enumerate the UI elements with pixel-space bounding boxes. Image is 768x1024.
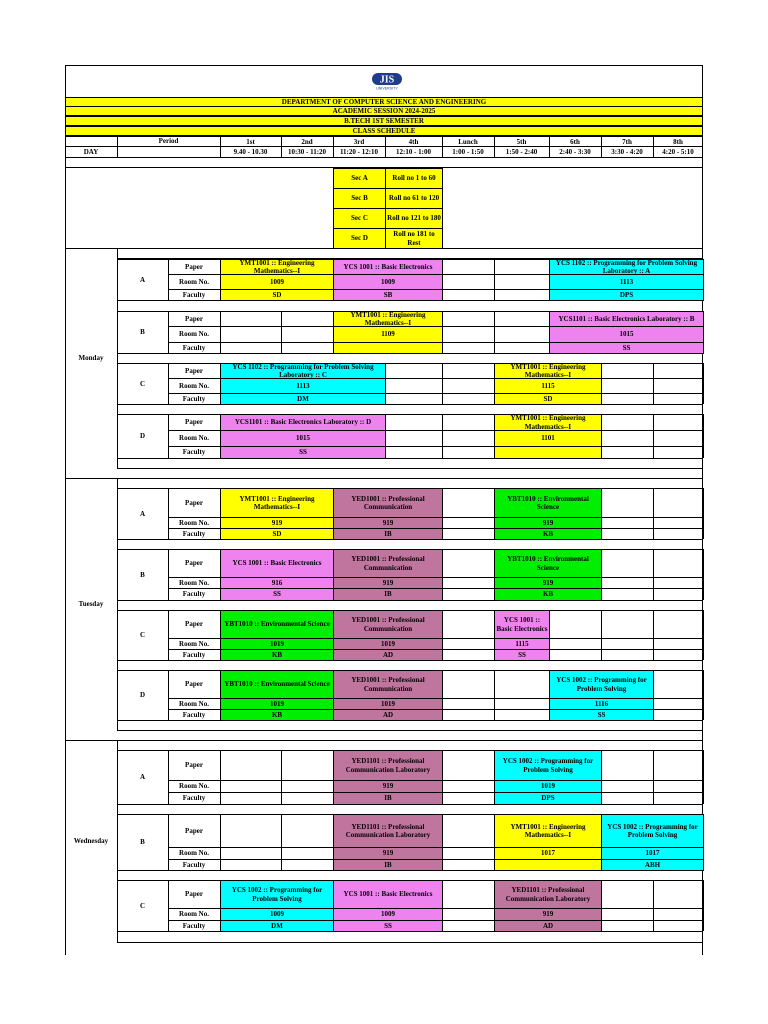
class-paper: YCS 1001 :: Basic Electronics: [220, 549, 334, 578]
grid-line: [653, 488, 654, 539]
grid-line: [494, 259, 495, 300]
paper-label: Paper: [185, 620, 203, 628]
section-letter: B: [140, 838, 145, 846]
class-faculty: SS: [333, 920, 443, 932]
section-letter: C: [139, 901, 146, 910]
grid-line: [117, 942, 703, 943]
grid-line: [117, 458, 703, 459]
section-letter: A: [139, 509, 146, 518]
class-room: 919: [333, 577, 443, 589]
faculty-label: Faculty: [182, 394, 206, 403]
period-9: 8th: [673, 138, 683, 146]
period-7: 6th: [570, 138, 580, 146]
faculty-label: Faculty: [182, 860, 206, 869]
class-room: 919: [333, 780, 443, 793]
class-faculty: IB: [333, 588, 443, 601]
class-paper: YCS 1102 :: Programming for Problem Solving Laboratory :: A: [549, 259, 704, 275]
grid-line: [653, 750, 654, 804]
time-3: 11:20 - 12:10: [339, 148, 379, 156]
class-paper: YED1101 :: Professional Communication Laboratory: [494, 880, 602, 909]
roll-range: Roll no 61 to 120: [385, 188, 443, 209]
grid-line: [65, 146, 703, 147]
class-room: 1009: [220, 908, 334, 921]
room-label: Room No.: [179, 910, 209, 918]
class-paper: YED1001 :: Professional Communication: [333, 610, 443, 639]
room-label: Room No.: [179, 518, 209, 527]
period-6: 5th: [516, 138, 527, 146]
day-label: DAY: [83, 148, 99, 156]
class-room: 919: [333, 847, 443, 860]
class-paper: YCS 1001 :: Basic Electronics: [333, 880, 443, 909]
class-room: 919: [494, 577, 602, 589]
grid-line: [653, 414, 654, 458]
faculty-label: Faculty: [182, 794, 206, 802]
class-faculty: AD: [333, 709, 443, 721]
section-label: Sec A: [333, 168, 386, 189]
faculty-label: Faculty: [182, 650, 206, 659]
class-faculty: IB: [333, 528, 443, 540]
class-paper: YBT1010 :: Environmental Science: [220, 610, 334, 639]
grid-line: [494, 670, 495, 720]
period-3: 3rd: [353, 138, 365, 146]
class-faculty: KB: [494, 588, 602, 601]
room-label: Room No.: [179, 434, 209, 442]
class-paper: YCS 1002 :: Programming for Problem Solving: [494, 750, 602, 781]
class-faculty: SS: [220, 446, 386, 459]
grid-line: [281, 311, 282, 353]
room-label: Room No.: [179, 782, 209, 790]
day-name-wednesday: Wednesday: [73, 837, 109, 845]
class-room: 1109: [333, 326, 443, 343]
roll-range: Roll no 121 to 180: [385, 208, 443, 229]
schedule-title: CLASS SCHEDULE: [65, 126, 703, 136]
grid-line: [281, 814, 282, 870]
class-room: 1113: [220, 378, 386, 394]
grid-line: [220, 814, 221, 870]
grid-line: [65, 157, 703, 158]
time-5: 1:00 - 1:50: [452, 148, 484, 156]
class-room: 1115: [494, 378, 602, 394]
class-room: 1009: [220, 274, 334, 290]
class-faculty: KB: [494, 528, 602, 540]
class-room: 1019: [220, 698, 334, 710]
time-1: 9.40 - 10.30: [233, 148, 268, 156]
grid-line: [653, 363, 654, 404]
class-paper: YCS 1002 :: Programming for Problem Solving: [549, 670, 654, 699]
paper-label: Paper: [185, 418, 203, 426]
room-label: Room No.: [179, 330, 209, 338]
section-letter: D: [139, 432, 146, 440]
roll-range: Roll no 181 to Rest: [385, 228, 443, 249]
grid-line: [117, 468, 703, 469]
class-room: 1009: [333, 274, 443, 290]
paper-label: Paper: [185, 826, 203, 835]
class-paper: YCS 1002 :: Programming for Problem Solving: [220, 880, 334, 909]
session-title: ACADEMIC SESSION 2024-2025: [65, 106, 703, 116]
paper-label: Paper: [185, 498, 203, 507]
faculty-label: Faculty: [182, 290, 206, 299]
grid-line: [117, 414, 703, 415]
faculty-label: Faculty: [182, 343, 206, 352]
class-faculty: KB: [220, 709, 334, 721]
department-title: DEPARTMENT OF COMPUTER SCIENCE AND ENGINEERING: [65, 97, 703, 107]
grid-line: [117, 404, 703, 405]
faculty-label: Faculty: [182, 529, 206, 538]
grid-line: [703, 670, 704, 720]
class-faculty: AD: [494, 920, 602, 932]
period-8: 7th: [622, 138, 632, 146]
class-faculty: [494, 859, 602, 871]
room-label: Room No.: [179, 578, 209, 587]
section-label: Sec C: [333, 208, 386, 229]
grid-line: [703, 363, 704, 404]
day-name-tuesday: Tuesday: [78, 600, 104, 608]
class-faculty: DPS: [494, 792, 602, 805]
logo-text: JIS: [379, 74, 395, 86]
class-faculty: ABH: [601, 859, 704, 871]
time-4: 12:10 - 1:00: [396, 148, 431, 156]
grid-line: [703, 880, 704, 931]
period-2: 2nd: [301, 138, 313, 146]
grid-line: [117, 363, 703, 364]
class-faculty: SS: [494, 649, 550, 661]
grid-line: [703, 414, 704, 458]
grid-line: [65, 478, 703, 479]
university-logo: [369, 71, 405, 91]
class-paper: YBT1010 :: Environmental Science: [494, 549, 602, 578]
class-room: 1015: [549, 326, 704, 343]
class-paper: YMT1001 :: Engineering Mathematics--I: [333, 311, 443, 327]
paper-label: Paper: [185, 559, 203, 567]
faculty-label: Faculty: [182, 710, 206, 719]
room-label: Room No.: [179, 381, 209, 390]
room-label: Room No.: [179, 277, 209, 286]
class-faculty: IB: [333, 859, 443, 871]
class-paper: YCS 1102 :: Programming for Problem Solving Laboratory :: C: [220, 363, 386, 379]
class-paper: YCS 1002 :: Programming for Problem Solving: [601, 814, 704, 848]
class-room: 1116: [549, 698, 654, 710]
grid-line: [442, 414, 443, 458]
class-faculty: KB: [220, 649, 334, 661]
time-7: 2:40 - 3:30: [559, 148, 591, 156]
section-letter: D: [139, 691, 146, 699]
class-room: 1115: [494, 638, 550, 650]
room-label: Room No.: [179, 639, 209, 648]
class-room: 1017: [601, 847, 704, 860]
paper-label: Paper: [185, 761, 203, 769]
class-room: 1101: [494, 430, 602, 447]
grid-line: [281, 750, 282, 804]
class-room: 1009: [333, 908, 443, 921]
section-label: Sec D: [333, 228, 386, 249]
paper-label: Paper: [185, 680, 203, 688]
class-paper: YMT1001 :: Engineering Mathematics--I: [494, 814, 602, 848]
class-paper: YED1001 :: Professional Communication: [333, 549, 443, 578]
room-label: Room No.: [179, 849, 209, 857]
class-room: 1113: [549, 274, 704, 290]
class-paper: YBT1010 :: Environmental Science: [220, 670, 334, 699]
period-4: 4th: [408, 138, 419, 146]
class-room: 919: [220, 517, 334, 529]
period-1: 1st: [246, 138, 255, 146]
class-faculty: SS: [220, 588, 334, 601]
grid-line: [703, 488, 704, 539]
grid-line: [653, 880, 654, 931]
class-faculty: SD: [220, 528, 334, 540]
grid-line: [117, 730, 703, 731]
class-room: 1019: [494, 780, 602, 793]
class-room: 1015: [220, 430, 386, 447]
faculty-label: Faculty: [182, 448, 206, 456]
class-faculty: [333, 342, 443, 354]
class-paper: YCS 1001 :: Basic Electronics: [494, 610, 550, 639]
class-faculty: SB: [333, 289, 443, 301]
section-letter: B: [140, 328, 145, 336]
section-letter: C: [139, 631, 146, 639]
class-paper: YCS1101 :: Basic Electronics Laboratory :: D: [220, 414, 386, 431]
class-room: 919: [494, 908, 602, 921]
faculty-label: Faculty: [182, 921, 206, 930]
day-name-monday: Monday: [78, 354, 104, 362]
grid-line: [653, 549, 654, 600]
grid-line: [703, 549, 704, 600]
section-letter: C: [139, 379, 146, 388]
class-faculty: SD: [494, 393, 602, 405]
room-label: Room No.: [179, 699, 209, 708]
time-6: 1:50 - 2:40: [505, 148, 538, 156]
grid-line: [601, 610, 602, 660]
time-2: 10:30 - 11:20: [287, 148, 327, 156]
class-faculty: DM: [220, 393, 386, 405]
class-faculty: SS: [549, 709, 654, 721]
time-9: 4:20 - 5:10: [662, 148, 694, 156]
class-paper: YMT1001 :: Engineering Mathematics--I: [494, 414, 602, 431]
class-faculty: SS: [549, 342, 704, 354]
class-faculty: [494, 446, 602, 459]
paper-label: Paper: [185, 314, 203, 323]
class-faculty: DPS: [549, 289, 704, 301]
class-room: 1019: [333, 638, 443, 650]
class-room: 1019: [333, 698, 443, 710]
grid-line: [442, 363, 443, 404]
grid-line: [653, 610, 654, 660]
class-paper: YCS 1001 :: Basic Electronics: [333, 259, 443, 275]
class-room: 916: [220, 577, 334, 589]
class-paper: YED1001 :: Professional Communication: [333, 488, 443, 518]
class-paper: YMT1001 :: Engineering Mathematics--I: [494, 363, 602, 379]
grid-line: [65, 740, 703, 741]
grid-line: [494, 311, 495, 353]
grid-line: [220, 311, 221, 353]
roll-range: Roll no 1 to 60: [385, 168, 443, 189]
faculty-label: Faculty: [182, 590, 206, 598]
period-5: Lunch: [458, 138, 478, 146]
grid-line: [220, 750, 221, 804]
logo-subtext: UNIVERSITY: [376, 86, 398, 91]
section-letter: B: [140, 570, 145, 579]
period-label: Period: [158, 137, 179, 145]
class-room: 919: [333, 517, 443, 529]
class-room: 1017: [494, 847, 602, 860]
section-letter: A: [139, 773, 146, 781]
class-room: 919: [494, 517, 602, 529]
paper-label: Paper: [185, 262, 203, 271]
semester-title: B.TECH 1ST SEMESTER: [65, 116, 703, 126]
class-room: 1019: [220, 638, 334, 650]
class-paper: YBT1010 :: Environmental Science: [494, 488, 602, 518]
paper-label: Paper: [185, 890, 203, 898]
time-8: 3:30 - 4:20: [611, 148, 643, 156]
class-paper: YED1101 :: Professional Communication Laboratory: [333, 814, 443, 848]
class-faculty: IB: [333, 792, 443, 805]
section-letter: A: [139, 275, 146, 284]
class-faculty: SD: [220, 289, 334, 301]
class-paper: YCS1101 :: Basic Electronics Laboratory :: B: [549, 311, 704, 327]
class-paper: YED1101 :: Professional Communication Laboratory: [333, 750, 443, 781]
grid-line: [703, 750, 704, 804]
class-faculty: DM: [220, 920, 334, 932]
class-faculty: AD: [333, 649, 443, 661]
class-paper: YED1001 :: Professional Communication: [333, 670, 443, 699]
class-paper: YMT1001 :: Engineering Mathematics--I: [220, 488, 334, 518]
section-label: Sec B: [333, 188, 386, 209]
grid-line: [703, 610, 704, 660]
paper-label: Paper: [185, 366, 203, 375]
class-paper: YMT1001 :: Engineering Mathematics--I: [220, 259, 334, 275]
grid-line: [65, 248, 703, 249]
